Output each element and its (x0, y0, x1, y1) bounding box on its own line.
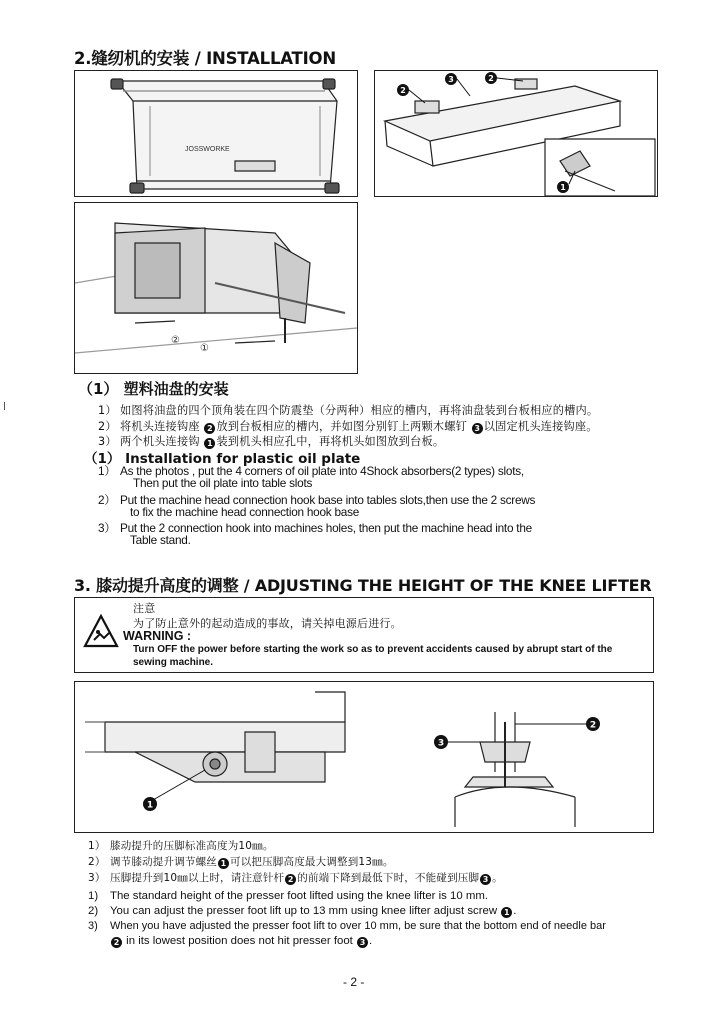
sec-3-en-line-3-cont: 2 in its lowest position does not hit presser foot 3 . (110, 935, 372, 948)
sec-3-en-line-3: 3) When you have adjusted the presser foot lift to over 10 mm, be sure that the bottom end of needle bar (88, 920, 606, 932)
sub-1-cn-line-1: 1） 如图将油盘的四个顶角装在四个防震垫（分两种）相应的槽内，再将油盘装到台板相应的槽内。 (98, 404, 599, 417)
badge-1: 1 (204, 438, 215, 449)
sub-1-en-line-2: 2） Put the machine head connection hook base into tables slots,then use the 2 screws (98, 493, 536, 507)
badge-3: 3 (472, 423, 483, 434)
sub-1-en-line-1-cont: Then put the oil plate into table slots (133, 476, 313, 490)
badge-1: 1 (501, 907, 512, 918)
sec-3-en-line-2: 2) You can adjust the presser foot lift up to 13 mm using knee lifter adjust screw 1 . (88, 905, 517, 917)
sub-1-en-title: （1） Installation for plastic oil plate (84, 451, 361, 467)
badge-3: 3 (480, 874, 491, 885)
warning-triangle-icon (83, 614, 119, 648)
badge-2: 2 (285, 874, 296, 885)
sub-1-en-line-2-cont: to fix the machine head connection hook base (130, 505, 360, 519)
warning-cn-label: 注意 (133, 602, 156, 615)
sub-1-en-line-3-cont: Table stand. (130, 533, 191, 547)
badge-2: 2 (111, 937, 122, 948)
sub-1-cn-line-3: 3） 两个机头连接钩 1 装到机头相应孔中，再将机头如图放到台板。 (98, 435, 445, 448)
sub-1-cn-line-2: 2） 将机头连接钩座 2 放到台板相应的槽内，并如图分别钉上两颗木螺钉 3 以固定机头连接钩座。 (98, 420, 598, 433)
section-3-heading: 3. 膝动提升高度的调整 / ADJUSTING THE HEIGHT OF THE KNEE LIFTER (74, 576, 652, 595)
figure-oil-tray (74, 70, 358, 197)
callout-2a: 2 (400, 86, 406, 95)
figure-knee-lifter (74, 681, 654, 833)
sec-3-cn-line-3: 3） 压脚提升到10㎜以上时，请注意针杆 2 的前端下降到最低下时，不能碰到压脚 3 。 (88, 872, 503, 884)
section-2-heading: 2.缝纫机的安装 / INSTALLATION (74, 49, 336, 68)
warning-en-label: WARNING : (123, 629, 192, 643)
callout-2b: 2 (488, 74, 494, 83)
sec-3-en-line-1: 1) The standard height of the presser foot lifted using the knee lifter is 10 mm. (88, 890, 488, 902)
warning-box (74, 597, 654, 673)
sub-1-cn-title: （1） 塑料油盘的安装 (78, 380, 229, 398)
knee-callout-2: 2 (589, 720, 597, 731)
page-number: - 2 - (343, 975, 365, 989)
sub-1-en-line-1: 1） As the photos , put the 4 corners of oil plate into 4Shock absorbers(2 types) slots, (98, 464, 524, 478)
sub-1-en-line-3: 3） Put the 2 connection hook into machines holes, then put the machine head into the (98, 521, 532, 535)
figure-tray-corners (374, 70, 658, 197)
callout-1: 1 (560, 183, 566, 192)
warning-en-text-2: sewing machine. (133, 657, 214, 668)
sec-3-cn-line-1: 1） 膝动提升的压脚标准高度为10㎜。 (88, 840, 274, 852)
badge-1: 1 (218, 858, 229, 869)
knee-callout-3: 3 (437, 738, 445, 749)
warning-cn-text: 为了防止意外的起动造成的事故，请关掉电源后进行。 (133, 617, 402, 630)
warning-en-text-1: Turn OFF the power before starting the work so as to prevent accidents caused by abrupt start of the (133, 644, 613, 655)
machine-callout-2: ② (171, 335, 180, 346)
tray-brand-text: JOSSWORKE (185, 146, 230, 153)
machine-callout-1: ① (200, 343, 209, 354)
callout-3: 3 (448, 75, 454, 84)
figure-machine-head (74, 202, 358, 374)
margin-mark (4, 402, 5, 410)
knee-callout-1: 1 (146, 800, 154, 811)
sec-3-cn-line-2: 2） 调节膝动提升调节螺丝 1 可以把压脚高度最大调整到13㎜。 (88, 856, 394, 868)
badge-2: 2 (204, 423, 215, 434)
badge-3: 3 (357, 937, 368, 948)
